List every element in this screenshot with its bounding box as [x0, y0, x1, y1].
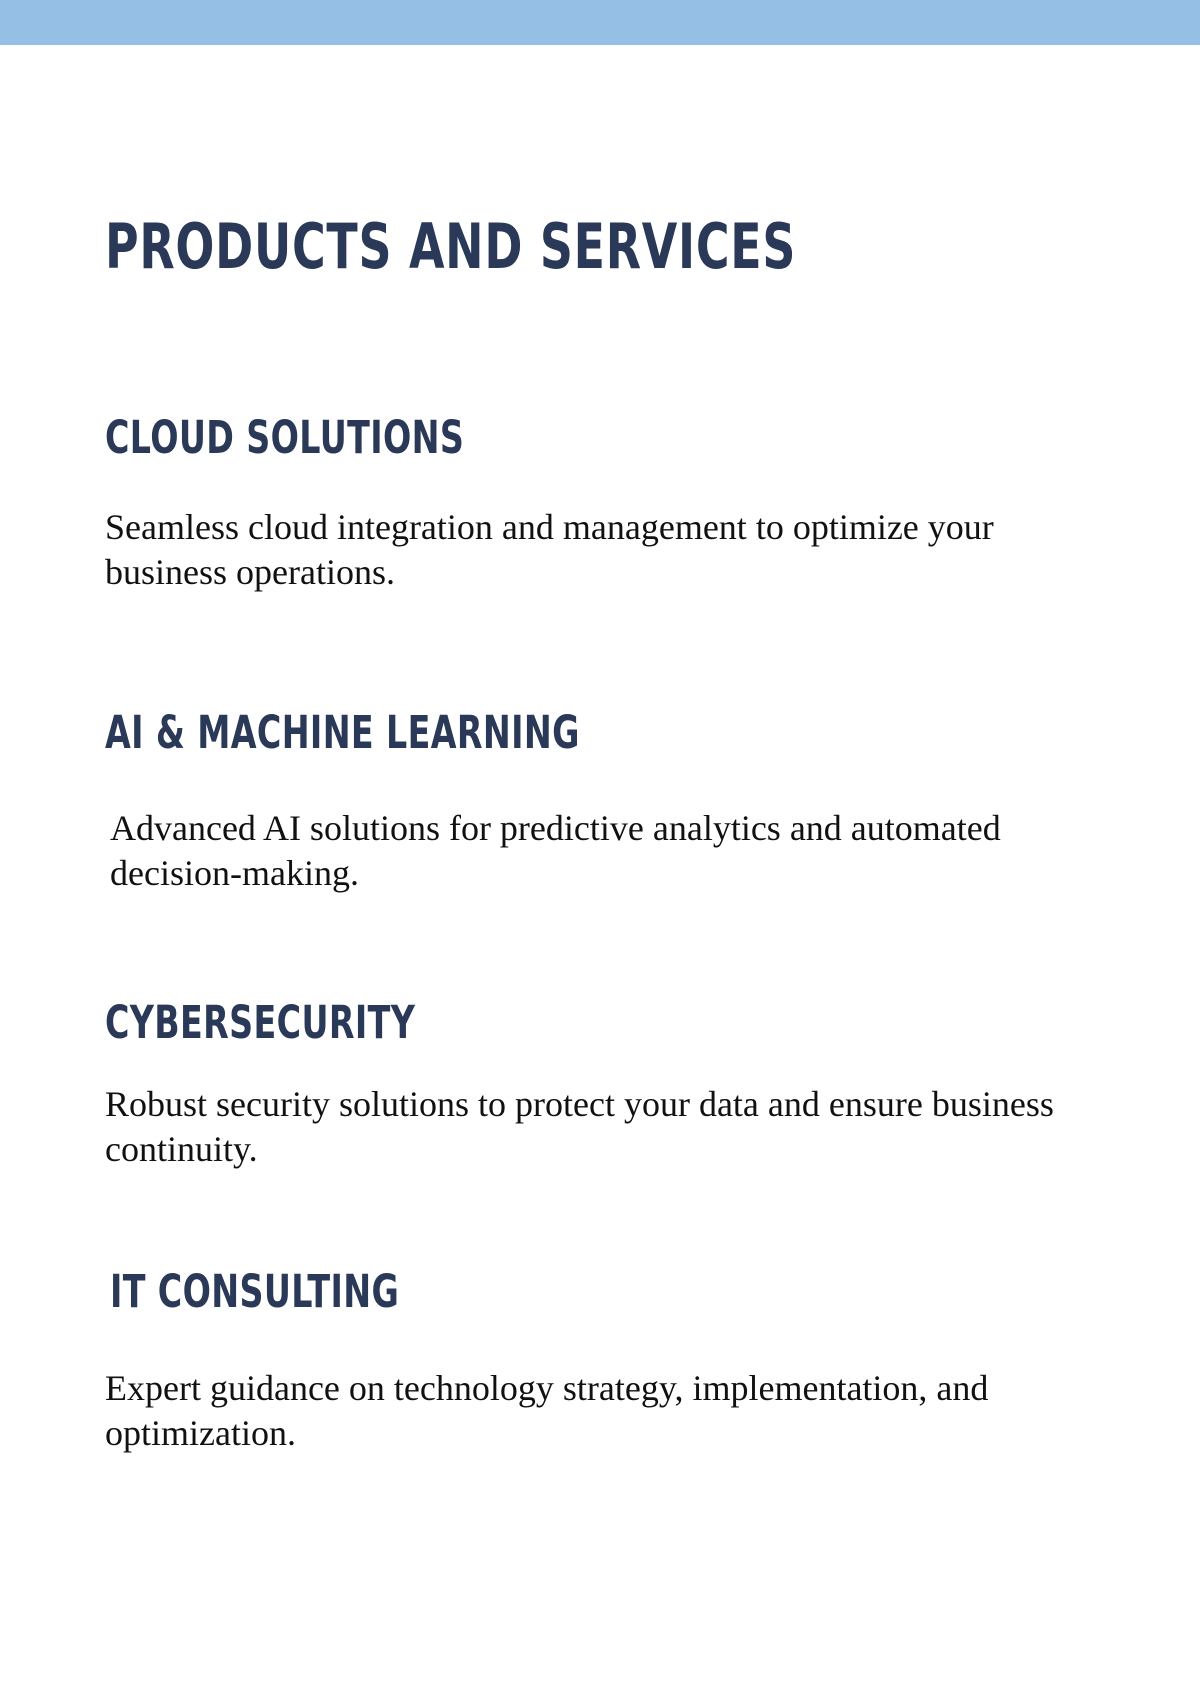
page-title: PRODUCTS AND SERVICES	[105, 210, 797, 283]
section-body-ai-machine-learning: Advanced AI solutions for predictive analytics and automated decision-making.	[110, 808, 1001, 893]
top-accent-bar	[0, 0, 1200, 45]
section-heading-it-consulting: IT CONSULTING	[110, 1265, 400, 1318]
section-body-cloud-solutions: Seamless cloud integration and management to optimize your business operations.	[105, 507, 994, 592]
section-body-cybersecurity: Robust security solutions to protect your data and ensure business continuity.	[105, 1084, 1054, 1169]
section-body-it-consulting: Expert guidance on technology strategy, implementation, and optimization.	[105, 1368, 989, 1453]
section-heading-cybersecurity: CYBERSECURITY	[105, 996, 416, 1049]
section-heading-ai-machine-learning: AI & MACHINE LEARNING	[105, 706, 580, 759]
section-heading-cloud-solutions: CLOUD SOLUTIONS	[105, 411, 465, 464]
